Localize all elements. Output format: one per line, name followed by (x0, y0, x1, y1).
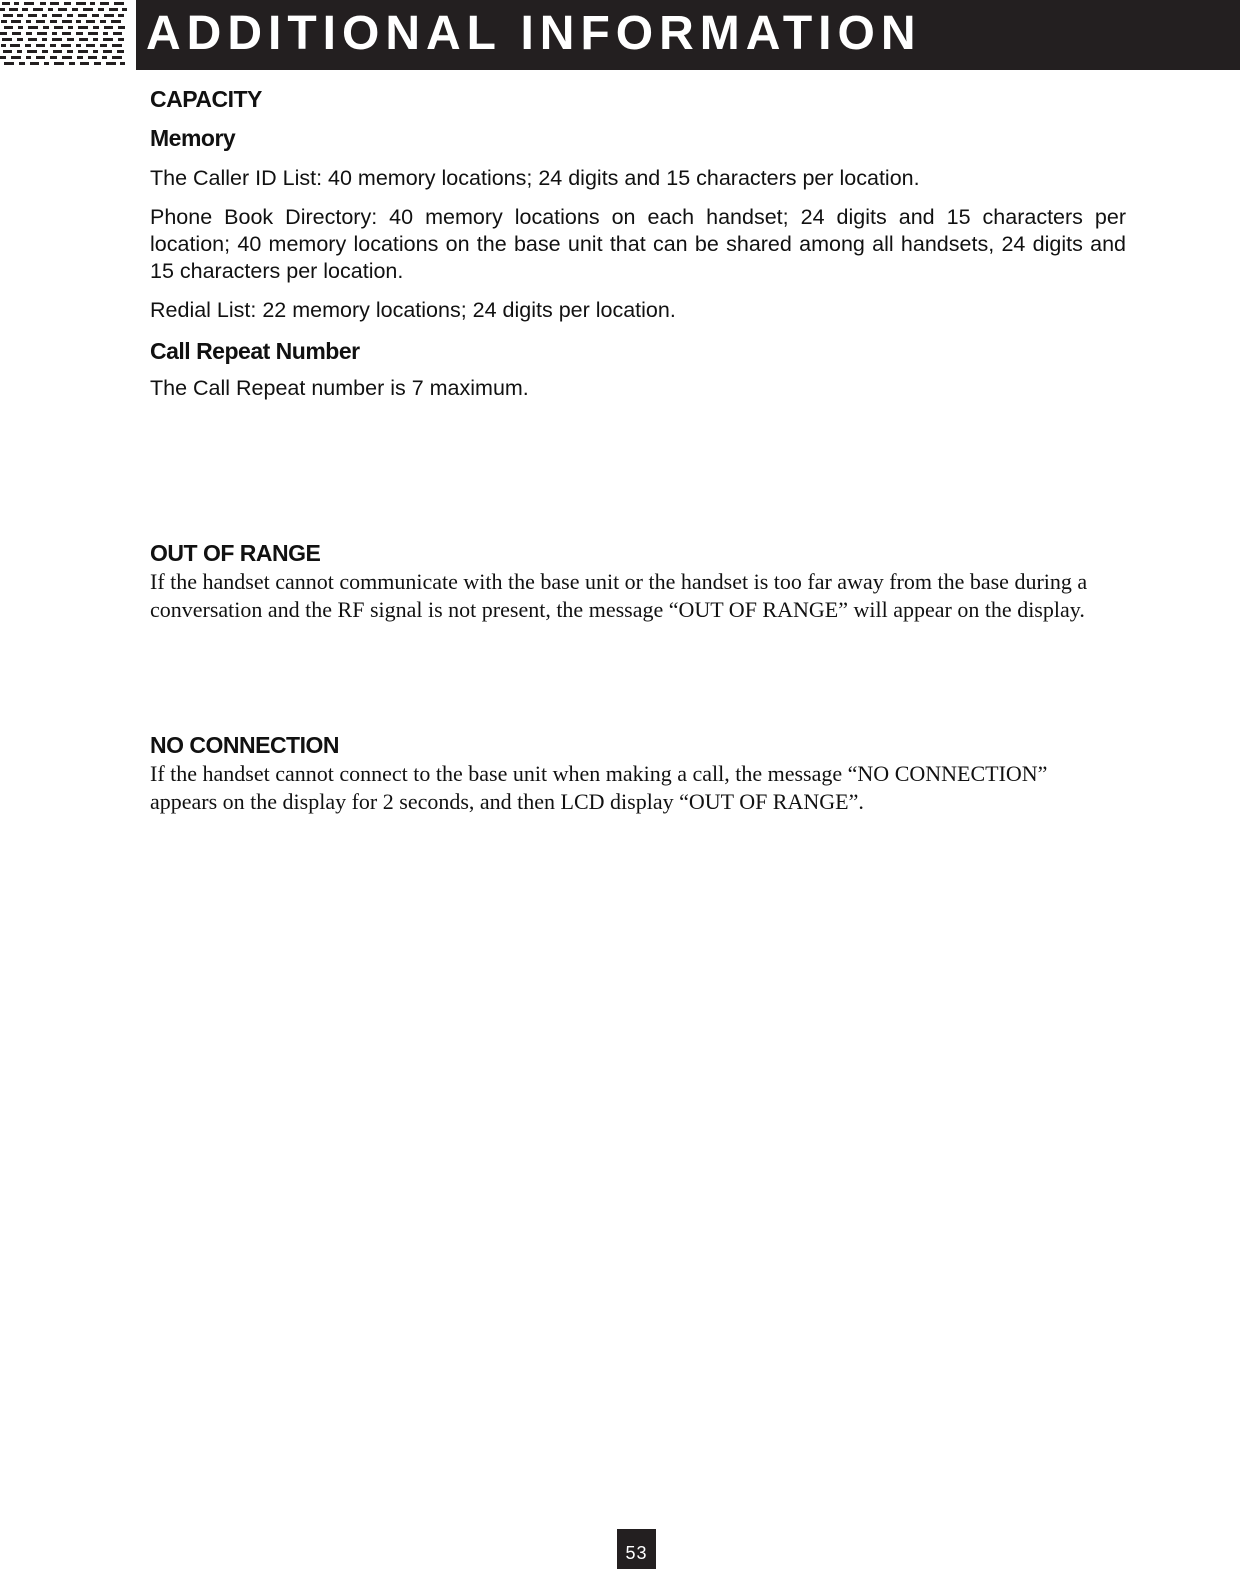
out-of-range-section (150, 538, 1126, 624)
memory-heading: Memory (150, 125, 236, 151)
no-connection-section (150, 730, 1126, 816)
page-title: ADDITIONAL INFORMATION (146, 7, 922, 60)
call-repeat-text: The Call Repeat number is 7 maximum. (150, 376, 529, 400)
no-connection-heading: NO CONNECTION (150, 732, 339, 758)
capacity-section (150, 84, 1126, 402)
out-of-range-heading: OUT OF RANGE (150, 540, 321, 566)
caller-id-capacity: The Caller ID List: 40 memory locations; 24 digits and 15 characters per location. (150, 166, 920, 190)
out-of-range-text: If the handset cannot communicate with the base unit or the handset is too far away from the base during a conversation and the RF signal is not present, the message “OUT OF RANGE” will appear on the display. (150, 569, 1088, 622)
header-logo-pattern (0, 0, 128, 70)
capacity-heading: CAPACITY (150, 86, 262, 112)
redial-capacity: Redial List: 22 memory locations; 24 digits per location. (150, 298, 676, 322)
phone-book-capacity: Phone Book Directory: 40 memory locations on each handset; 24 digits and 15 characters per location; 40 memory locations on the base unit that can be shared among all handsets, 24 digits and 15 characters per location. (150, 205, 1126, 283)
page-content (150, 84, 1126, 816)
call-repeat-heading: Call Repeat Number (150, 338, 360, 364)
page-number: 53 (617, 1529, 656, 1569)
header-bar (136, 0, 1240, 70)
no-connection-text: If the handset cannot connect to the base unit when making a call, the message “NO CONNECTION” appears on the display for 2 seconds, and then LCD display “OUT OF RANGE”. (150, 761, 1048, 814)
